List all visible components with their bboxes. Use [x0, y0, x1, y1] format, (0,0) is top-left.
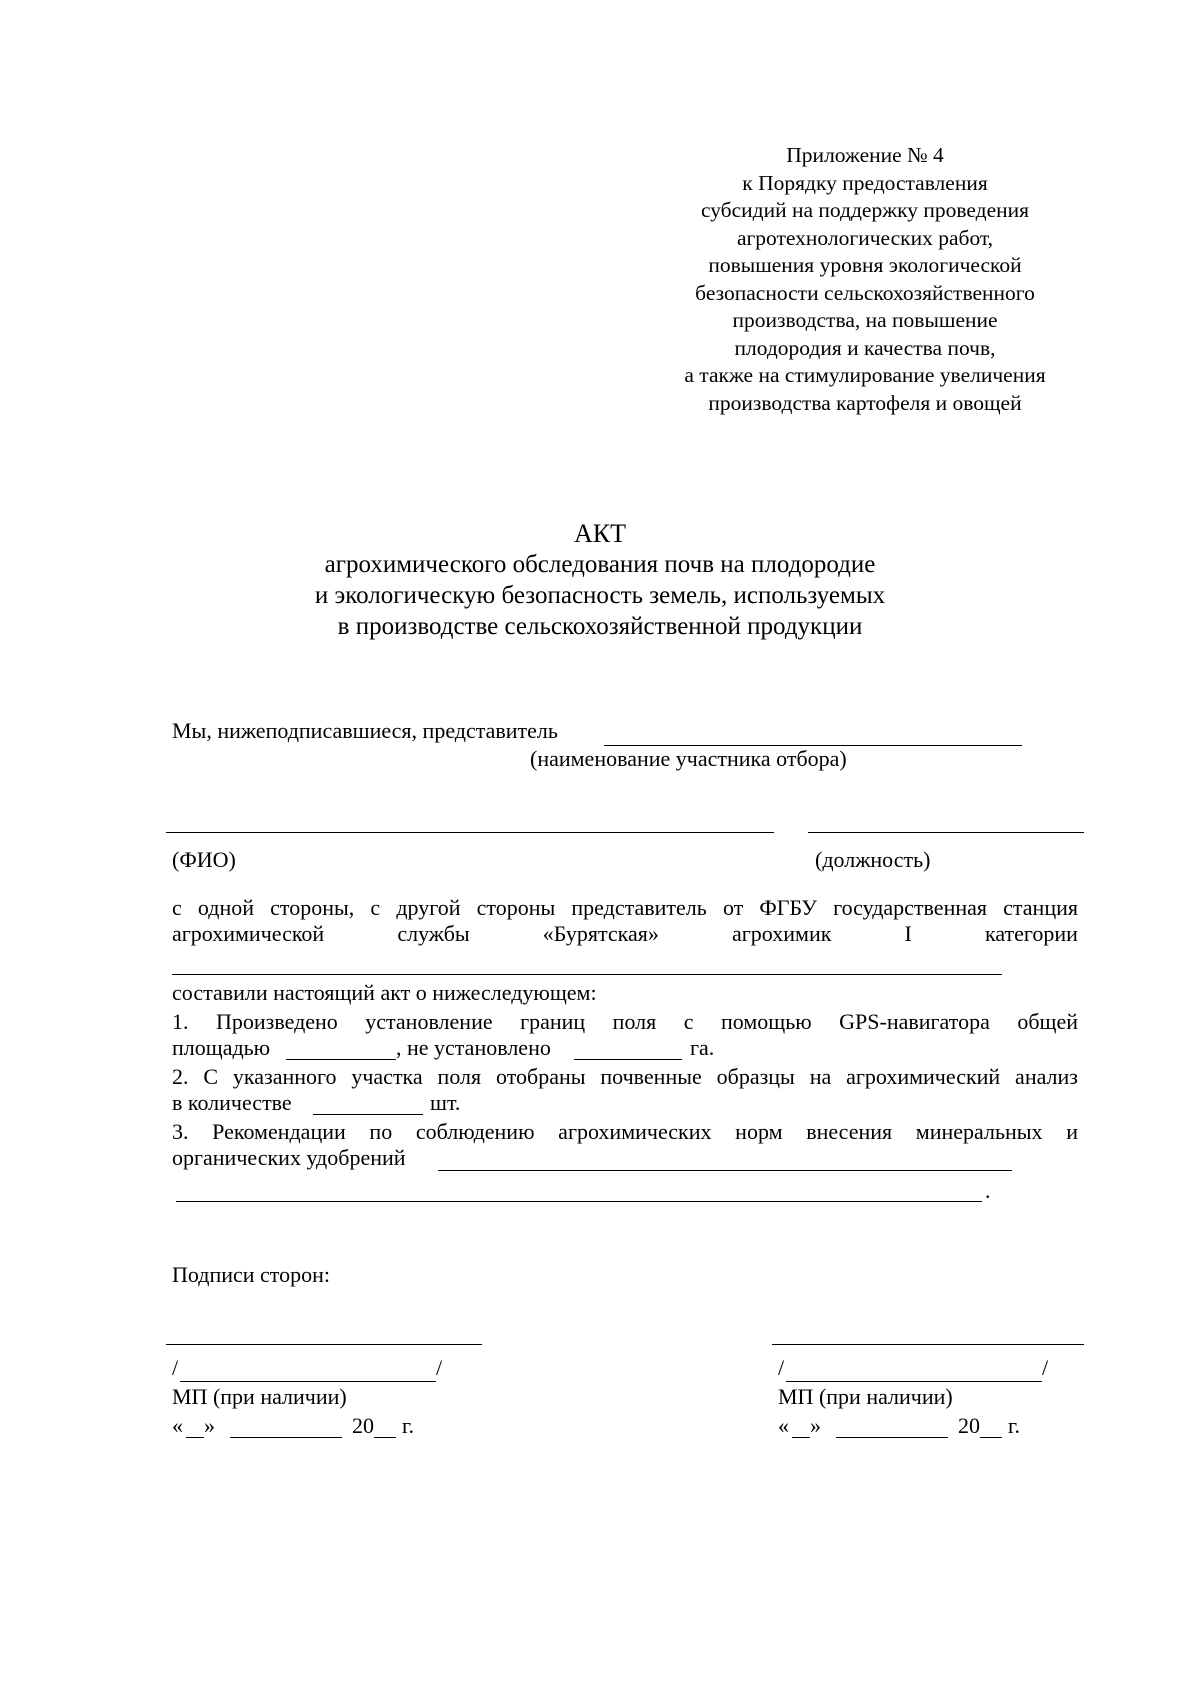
body-word: I — [904, 921, 912, 946]
item-1-area-label: площадью — [172, 1035, 271, 1060]
appendix-line: повышения уровня экологической — [708, 253, 1022, 277]
title-line: и экологическую безопасность земель, используемых — [314, 582, 886, 609]
body-word: агрохимической — [172, 921, 325, 946]
fio-label: (ФИО) — [172, 847, 236, 872]
left-date-close: » — [204, 1413, 215, 1438]
fio-field[interactable] — [166, 832, 774, 833]
right-stamp-note: МП (при наличии) — [778, 1384, 953, 1409]
title-line: в производстве сельскохозяйственной продукции — [337, 613, 863, 640]
signatures-label: Подписи сторон: — [172, 1262, 331, 1287]
position-field[interactable] — [808, 832, 1084, 833]
recommendations-field-continued[interactable] — [176, 1201, 982, 1202]
title-line: агрохимического обследования почв на плодородие — [324, 551, 876, 578]
left-year-field[interactable] — [374, 1437, 396, 1438]
right-year-prefix: 20 — [958, 1413, 980, 1438]
right-slash-close: / — [1042, 1355, 1049, 1380]
appendix-line: а также на стимулирование увеличения — [684, 363, 1046, 387]
item-2-unit: шт. — [430, 1090, 461, 1115]
appendix-line: субсидий на поддержку проведения — [700, 198, 1030, 222]
left-date-open: « — [172, 1413, 183, 1438]
item-3-period: . — [985, 1178, 991, 1203]
body-word: «Бурятская» — [542, 921, 659, 946]
right-name-field[interactable] — [786, 1381, 1042, 1382]
left-year-prefix: 20 — [352, 1413, 374, 1438]
item-1-unit: га. — [690, 1035, 715, 1060]
area-field[interactable] — [286, 1059, 396, 1060]
left-slash-close: / — [436, 1355, 443, 1380]
left-stamp-note: МП (при наличии) — [172, 1384, 347, 1409]
participant-caption: (наименование участника отбора) — [530, 746, 847, 771]
left-year-suffix: г. — [402, 1413, 415, 1438]
intro-text: Мы, нижеподписавшиеся, представитель — [172, 718, 558, 743]
body-word: категории — [985, 921, 1078, 946]
appendix-line: агротехнологических работ, — [736, 225, 994, 250]
right-year-suffix: г. — [1008, 1413, 1021, 1438]
appendix-line: плодородия и качества почв, — [734, 335, 996, 360]
right-year-field[interactable] — [980, 1437, 1002, 1438]
item-3-fertilizer-label: органических удобрений — [172, 1145, 406, 1170]
right-month-field[interactable] — [836, 1437, 948, 1438]
item-3-line: 3. Рекомендации по соблюдению агрохимических норм внесения минеральных и — [172, 1119, 1078, 1144]
appendix-line: производства, на повышение — [732, 308, 998, 332]
left-slash-open: / — [172, 1355, 179, 1380]
act-statement: составили настоящий акт о нижеследующем: — [172, 980, 597, 1005]
right-day-field[interactable] — [792, 1437, 810, 1438]
item-2-count-label: в количестве — [172, 1090, 292, 1115]
agrochemist-name-field[interactable] — [172, 974, 1002, 975]
position-label: (должность) — [815, 847, 931, 872]
body-word: агрохимик — [732, 921, 832, 946]
left-day-field[interactable] — [186, 1437, 204, 1438]
right-signature-line[interactable] — [772, 1344, 1084, 1345]
document-title — [200, 518, 1000, 642]
title-heading: АКТ — [574, 519, 626, 548]
appendix-line: Приложение № 4 — [786, 143, 944, 167]
left-month-field[interactable] — [230, 1437, 342, 1438]
right-slash-open: / — [778, 1355, 785, 1380]
appendix-line: производства картофеля и овощей — [708, 390, 1022, 415]
sample-count-field[interactable] — [313, 1114, 423, 1115]
appendix-line: к Порядку предоставления — [742, 170, 988, 195]
left-name-field[interactable] — [180, 1381, 436, 1382]
appendix-line: безопасности сельскохозяйственного — [695, 280, 1035, 305]
left-signature-line[interactable] — [166, 1344, 482, 1345]
area-not-set-field[interactable] — [574, 1059, 682, 1060]
body-word: службы — [397, 921, 470, 946]
right-date-close: » — [810, 1413, 821, 1438]
item-1-not-set-label: , не установлено — [396, 1035, 551, 1060]
item-1-line: 1. Произведено установление границ поля с помощью GPS-навигатора общей — [172, 1009, 1078, 1034]
item-2-line: 2. С указанного участка поля отобраны почвенные образцы на агрохимический анализ — [172, 1064, 1078, 1089]
appendix-reference — [640, 142, 1090, 417]
body-line-categories — [172, 921, 1078, 947]
body-line: с одной стороны, с другой стороны представитель от ФГБУ государственная станция — [172, 895, 1078, 920]
recommendations-field[interactable] — [438, 1170, 1012, 1171]
right-date-open: « — [778, 1413, 789, 1438]
